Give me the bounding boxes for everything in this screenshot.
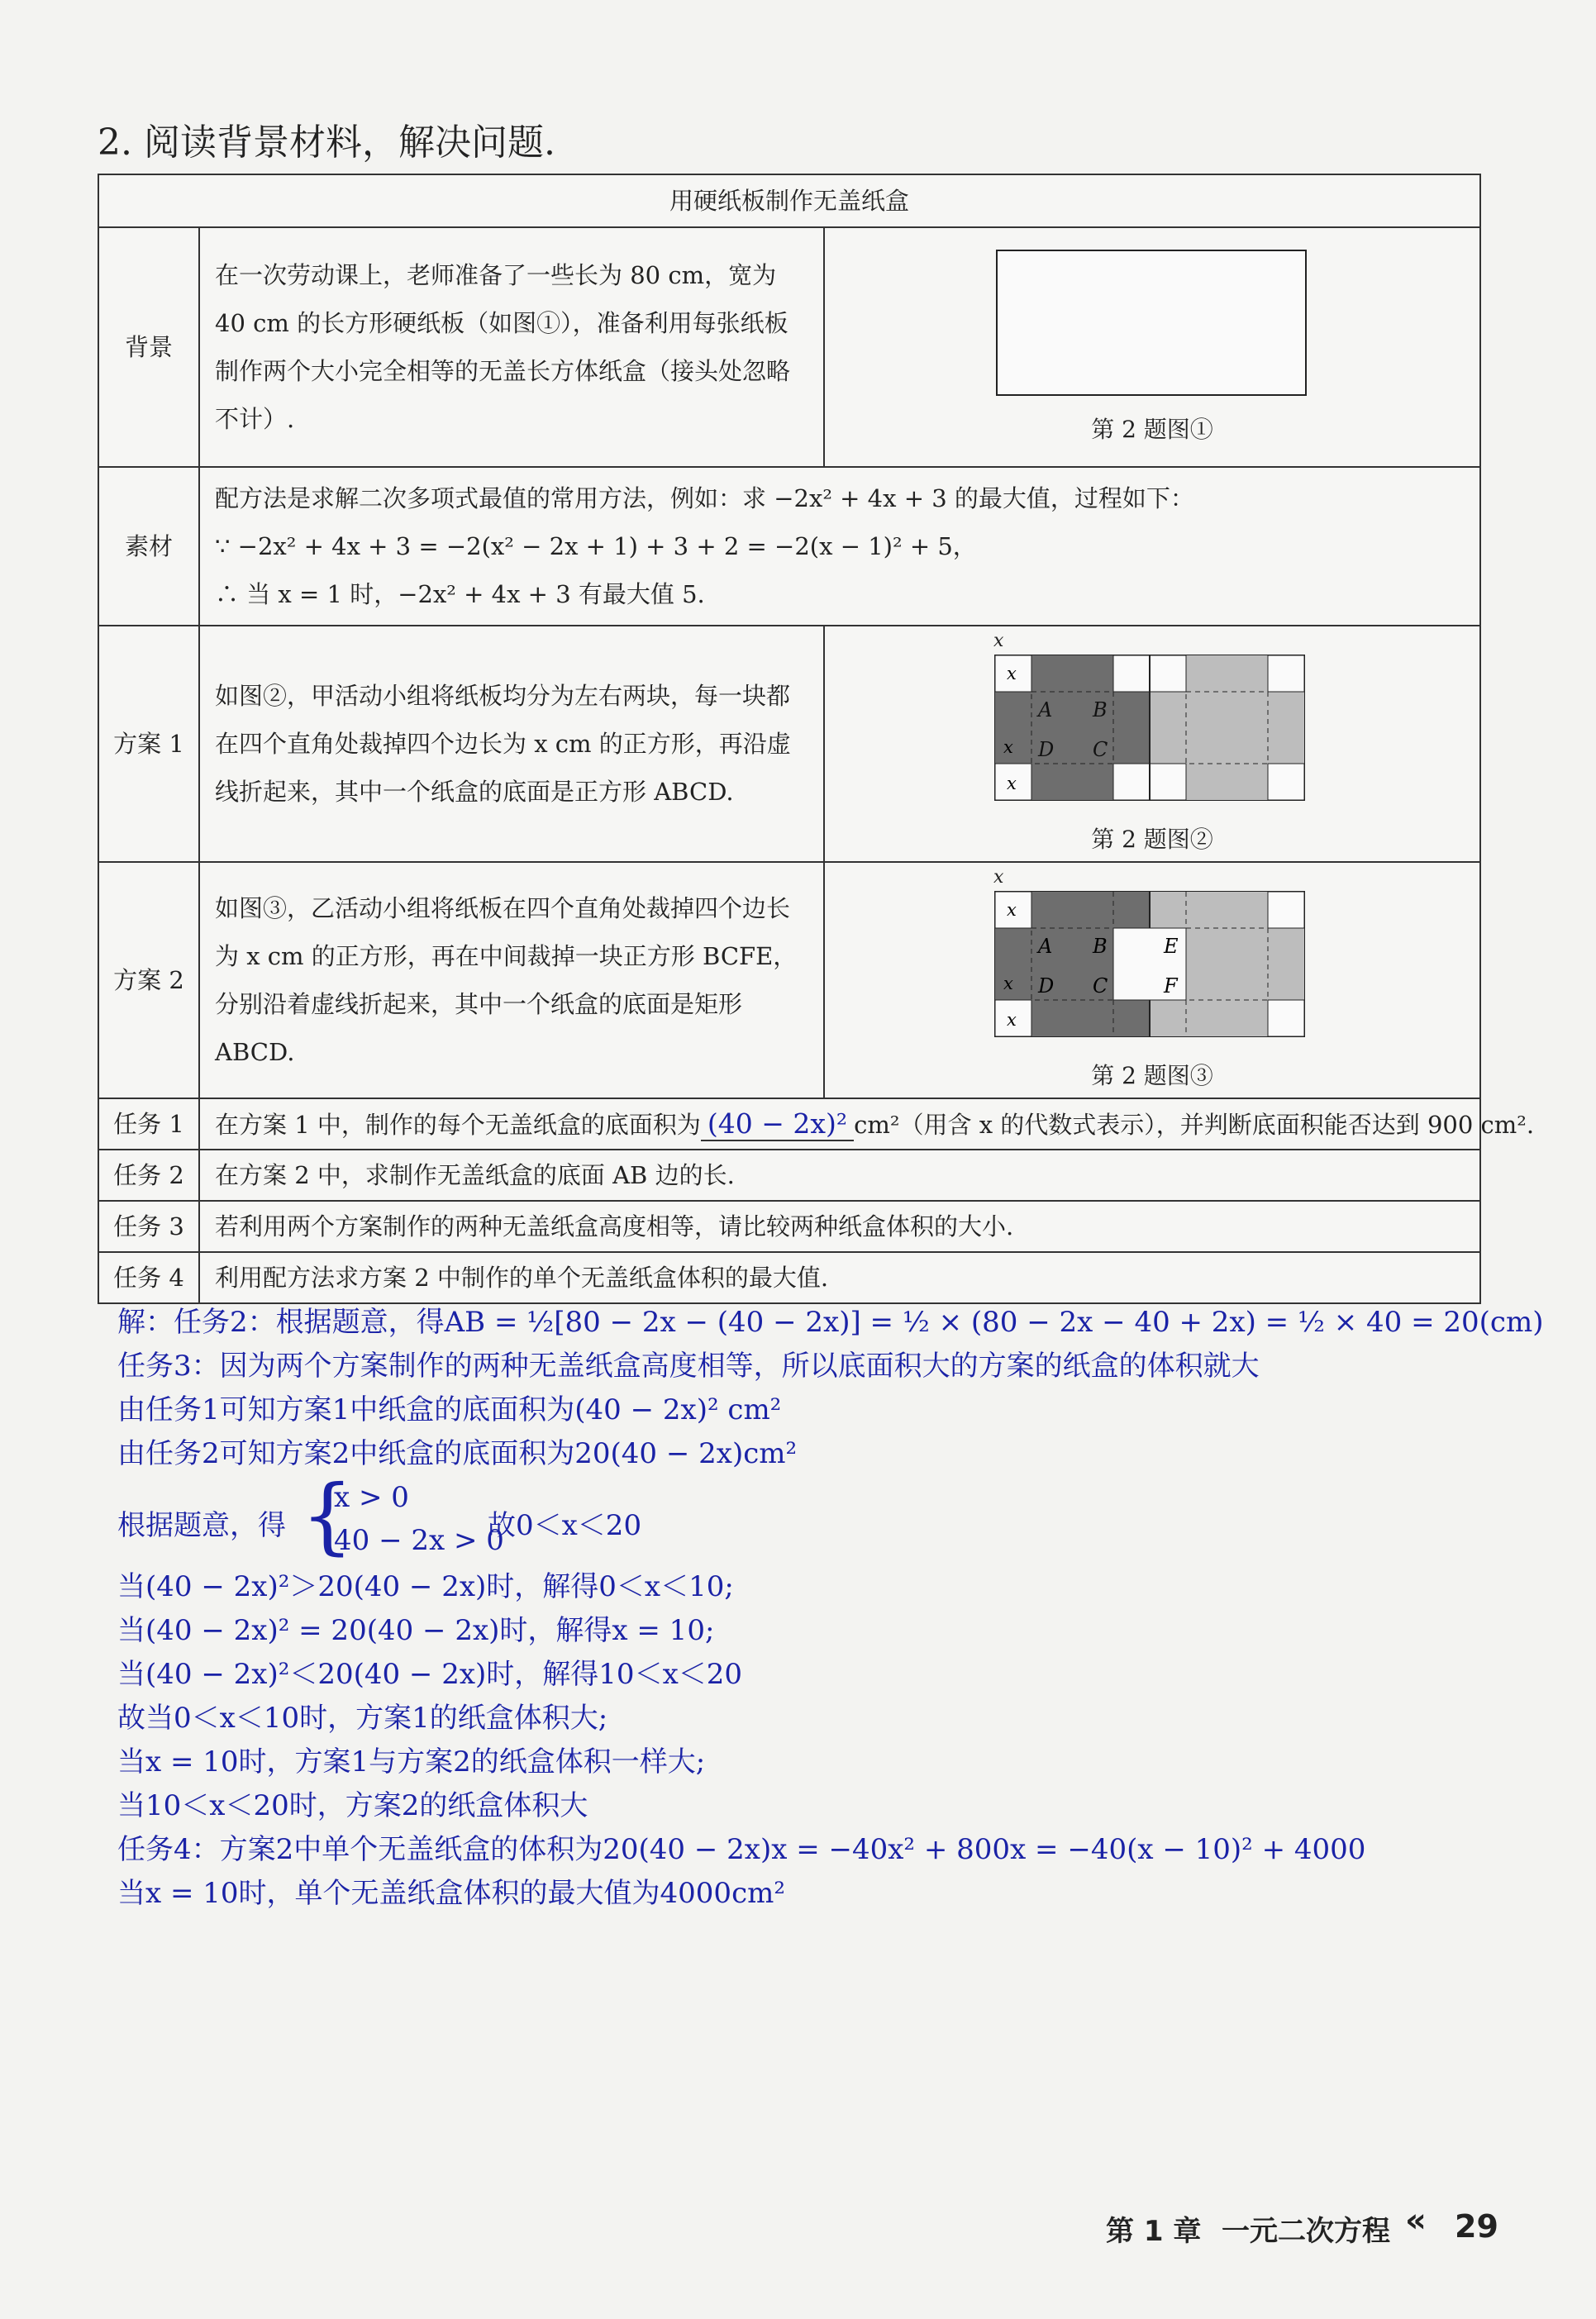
row-label-material: 素材 (98, 467, 199, 626)
material-line-3: ∴ 当 x = 1 时，−2x² + 4x + 3 有最大值 5. (215, 580, 705, 608)
figure-3-cell (824, 862, 1480, 1098)
material-line-1: 配方法是求解二次多项式最值的常用方法，例如：求 −2x² + 4x + 3 的最大值，过程如下： (215, 484, 1194, 512)
answer-line-8: 故当0＜x＜10时，方案1的纸盒体积大; (117, 1702, 608, 1735)
figure-2-caption: 第 2 题图② (1091, 825, 1213, 853)
svg-text:x: x (1003, 736, 1013, 757)
footer-arrows-icon: « (1405, 2202, 1427, 2240)
point-E: E (1164, 934, 1179, 958)
answer-line-1: 解：任务2：根据题意，得AB = ½[80 − 2x − (40 − 2x)] = ½ × (80 − 2x − 40 + 2x) = ½ × 40 = 20(cm) (117, 1306, 1544, 1339)
answer-line-6: 当(40 − 2x)² = 20(40 − 2x)时，解得x = 10; (117, 1614, 715, 1647)
answer-line-2: 任务3：因为两个方案制作的两种无盖纸盒高度相等，所以底面积大的方案的纸盒的体积就大 (117, 1350, 1260, 1383)
footer-chapter: 第 1 章 (1106, 2215, 1202, 2248)
answer-line-9: 当x = 10时，方案1与方案2的纸盒体积一样大; (117, 1745, 706, 1779)
background-text: 在一次劳动课上，老师准备了一些长为 80 cm，宽为 40 cm 的长方形硬纸板（如图①），准备利用每张纸板制作两个大小完全相等的无盖长方体纸盒（接头处忽略不计）. (199, 227, 824, 467)
answer-line-10: 当10＜x＜20时，方案2的纸盒体积大 (117, 1789, 588, 1822)
svg-text:x: x (993, 868, 1004, 888)
system-eq1: x > 0 (334, 1481, 409, 1514)
plan2-text: 如图③，乙活动小组将纸板在四个直角处裁掉四个边长为 x cm 的正方形，再在中间裁掉一块正方形 BCFE，分别沿着虚线折起来，其中一个纸盒的底面是矩形 ABCD. (199, 862, 824, 1098)
right-box-light-h (1150, 692, 1304, 764)
figure-2 (987, 632, 1317, 807)
task4-text: 利用配方法求方案 2 中制作的单个无盖纸盒体积的最大值. (199, 1252, 1480, 1303)
figure-2-cell (824, 626, 1480, 862)
svg-text:x: x (1007, 663, 1017, 683)
answer-line-5: 当(40 − 2x)²＞20(40 − 2x)时，解得0＜x＜10; (117, 1570, 734, 1603)
svg-text:x: x (1007, 1009, 1017, 1030)
svg-text:B: B (1093, 934, 1108, 958)
task1-answer: (40 − 2x)² (701, 1107, 854, 1141)
svg-text:x: x (1003, 973, 1013, 993)
row-label-background: 背景 (98, 227, 199, 467)
svg-text:C: C (1093, 974, 1108, 998)
svg-text:A: A (1038, 934, 1053, 958)
svg-text:D: D (1038, 974, 1055, 998)
answer-line-7: 当(40 − 2x)²＜20(40 − 2x)时，解得10＜x＜20 (117, 1658, 743, 1691)
material-line-2: ∵ −2x² + 4x + 3 = −2(x² − 2x + 1) + 3 + 2 = −2(x − 1)² + 5， (215, 532, 977, 560)
row-label-task4: 任务 4 (98, 1252, 199, 1303)
figure-1 (995, 249, 1309, 398)
point-D: D (1038, 737, 1055, 761)
system-suffix: 故0＜x＜20 (488, 1509, 642, 1542)
figure-1-caption: 第 2 题图① (1091, 415, 1213, 443)
material-cell (199, 467, 1480, 626)
cardboard-rectangle (997, 250, 1306, 395)
plan1-text: 如图②，甲活动小组将纸板均分为左右两块，每一块都在四个直角处裁掉四个边长为 x cm 的正方形，再沿虚线折起来，其中一个纸盒的底面是正方形 ABCD. (199, 626, 824, 862)
row-label-plan2: 方案 2 (98, 862, 199, 1098)
task2-text: 在方案 2 中，求制作无盖纸盒的底面 AB 边的长. (199, 1150, 1480, 1201)
fig2-x-top: x (993, 631, 1004, 651)
point-B: B (1093, 698, 1108, 721)
row-label-task2: 任务 2 (98, 1150, 199, 1201)
question-title: 2. 阅读背景材料，解决问题. (98, 121, 555, 164)
footer-title: 一元二次方程 (1222, 2215, 1390, 2248)
point-C: C (1093, 737, 1108, 761)
row-label-task1: 任务 1 (98, 1098, 199, 1150)
row-label-task3: 任务 3 (98, 1201, 199, 1252)
svg-text:x: x (1007, 899, 1017, 920)
point-A: A (1038, 698, 1053, 721)
task1-text: 在方案 1 中，制作的每个无盖纸盒的底面积为 (40 − 2x)² cm²（用含 x 的代数式表示），并判断底面积能否达到 900 cm². (199, 1098, 1480, 1150)
table-header: 用硬纸板制作无盖纸盒 (98, 174, 1480, 227)
left-brace: { (301, 1467, 354, 1564)
task3-text: 若利用两个方案制作的两种无盖纸盒高度相等，请比较两种纸盒体积的大小. (199, 1201, 1480, 1252)
point-F: F (1164, 974, 1178, 998)
page-number: 29 (1455, 2208, 1498, 2245)
row-label-plan1: 方案 1 (98, 626, 199, 862)
left-box-dark-h (995, 692, 1150, 764)
answer-line-4: 由任务2可知方案2中纸盒的底面积为20(40 − 2x)cm² (117, 1437, 798, 1470)
figure-1-cell (824, 227, 1480, 467)
answer-line-3: 由任务1可知方案1中纸盒的底面积为(40 − 2x)² cm² (117, 1393, 782, 1426)
figure-3 (987, 869, 1317, 1044)
answer-line-11: 任务4：方案2中单个无盖纸盒的体积为20(40 − 2x)x = −40x² + 800x = −40(x − 10)² + 4000 (117, 1833, 1366, 1866)
answer-line-12: 当x = 10时，单个无盖纸盒体积的最大值为4000cm² (117, 1877, 785, 1910)
system-eq2: 40 − 2x > 0 (334, 1524, 504, 1557)
problem-table (98, 174, 1535, 1304)
svg-text:x: x (1007, 773, 1017, 793)
system-prefix: 根据题意，得 (117, 1509, 286, 1542)
figure-3-caption: 第 2 题图③ (1091, 1061, 1213, 1089)
